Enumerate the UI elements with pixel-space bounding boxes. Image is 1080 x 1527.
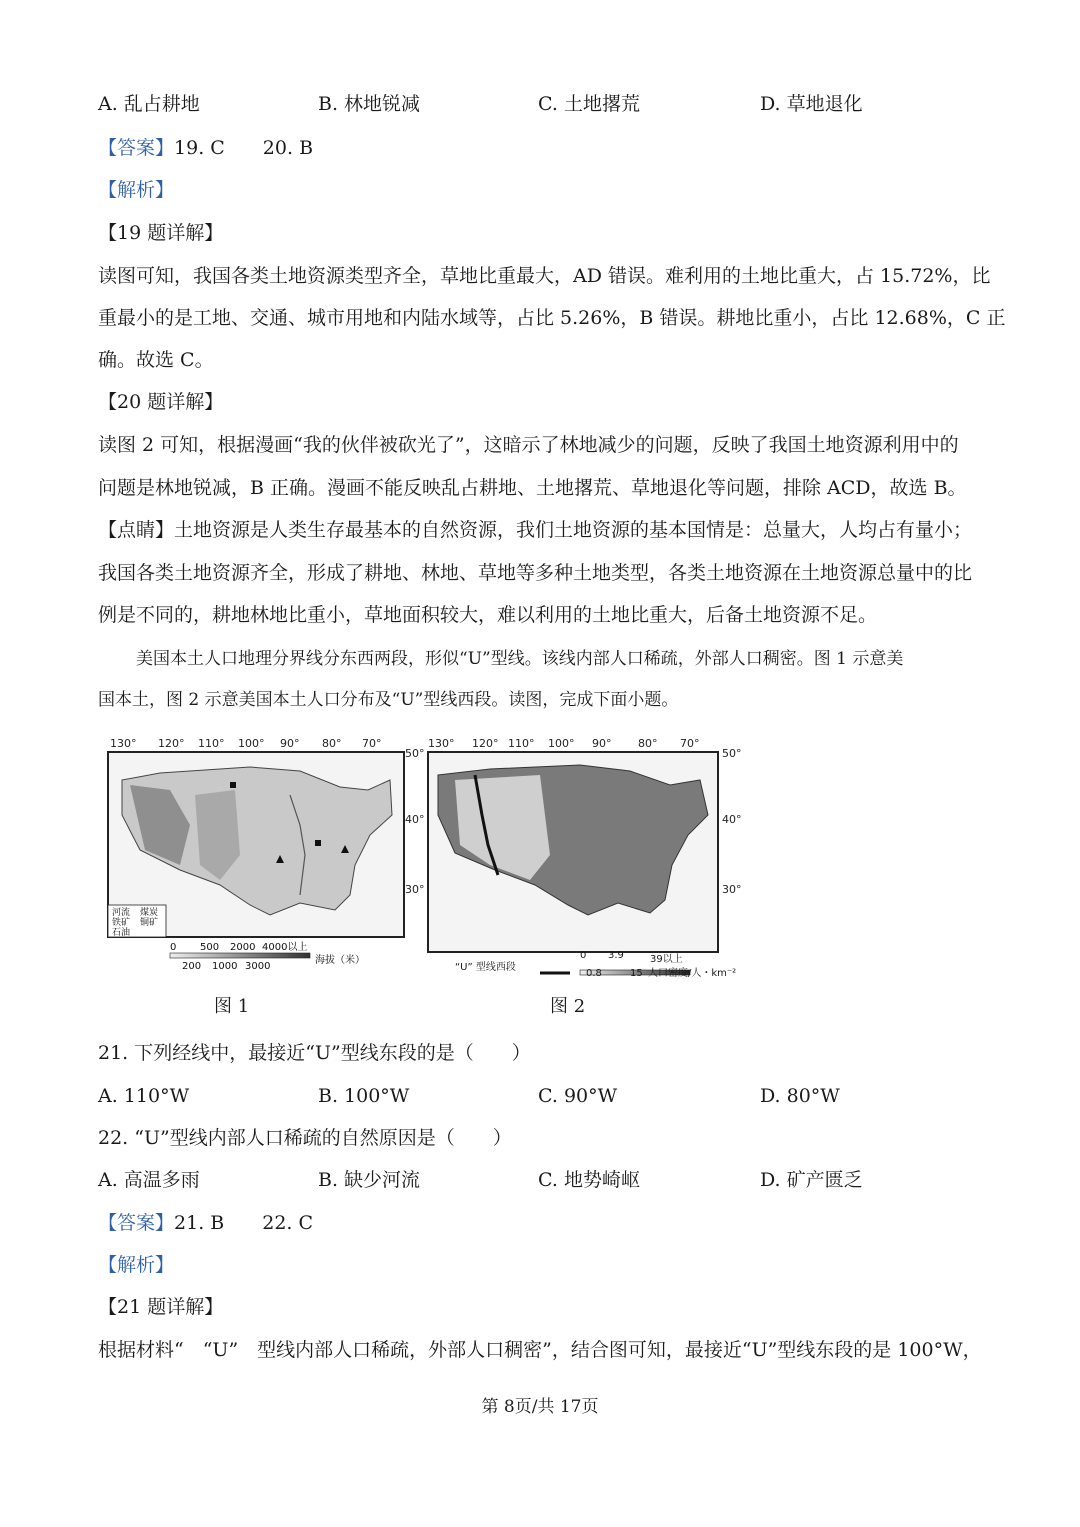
option-d: D. 80°W: [760, 1085, 840, 1107]
lat-label: 30°: [405, 883, 425, 896]
coal-icon: [315, 840, 321, 846]
coal-icon: [230, 782, 236, 788]
option-a: A. 110°W: [98, 1085, 190, 1107]
lon-label: 100°: [548, 737, 575, 750]
answer-row-1: [98, 136, 313, 160]
q19-detail-line: 读图可知，我国各类土地资源类型齐全，草地比重最大，AD 错误。难利用的土地比重大，占 15.72%，比: [98, 265, 991, 287]
lon-label: 120°: [158, 737, 185, 750]
dianjing-line: 我国各类土地资源齐全，形成了耕地、林地、草地等多种土地类型，各类土地资源在土地资源总量中的比: [98, 562, 973, 584]
dianjing-row: [98, 518, 972, 542]
elevation-scale: [170, 953, 310, 958]
scale-label: 0: [170, 942, 177, 953]
scale-label: 0: [580, 950, 587, 961]
scale-label: 39以上: [650, 954, 683, 965]
q21-detail-title: 【21 题详解】: [98, 1296, 224, 1318]
answer-text: 21. B 22. C: [174, 1212, 314, 1234]
lon-label: 130°: [428, 737, 455, 750]
lon-label: 90°: [592, 737, 612, 750]
intro-line: 美国本土人口地理分界线分东西两段，形似“U”型线。该线内部人口稀疏，外部人口稠密。图 1 示意美: [136, 649, 904, 669]
option-c: C. 土地撂荒: [538, 93, 640, 115]
scale-label: 3000: [245, 961, 271, 972]
option-b: B. 林地锐减: [318, 93, 421, 115]
option-c: C. 90°W: [538, 1085, 618, 1107]
q19-detail-line: 确。故选 C。: [98, 349, 214, 371]
dianjing-tag: 【点睛】: [98, 519, 175, 541]
answer-tag: 【答案】: [98, 1212, 175, 1234]
lat-label: 50°: [405, 747, 425, 760]
lon-label: 120°: [472, 737, 499, 750]
analysis-label: 【解析】: [98, 1254, 175, 1276]
q20-detail-line: 读图 2 可知，根据漫画“我的伙伴被砍光了”，这暗示了林地减少的问题，反映了我国土地资源利用中的: [98, 434, 959, 456]
lon-label: 100°: [238, 737, 265, 750]
answer-tag: 【答案】: [98, 137, 175, 159]
answer-text: 19. C 20. B: [174, 137, 314, 159]
q20-detail-line: 问题是林地锐减，B 正确。漫画不能反映乱占耕地、土地撂荒、草地退化等问题，排除 ACD，故选 B。: [98, 477, 967, 499]
figure-2-svg: [420, 735, 750, 980]
scale-label: 200: [182, 961, 202, 972]
option-d: D. 草地退化: [760, 93, 863, 115]
q22-stem: 22. “U”型线内部人口稀疏的自然原因是（ ）: [98, 1127, 512, 1149]
option-a: A. 乱占耕地: [98, 93, 200, 115]
answer-row-2: [98, 1211, 313, 1235]
legend-river: 河流: [112, 908, 131, 918]
legend-copper: 铜矿: [140, 918, 159, 928]
lat-label: 50°: [722, 747, 742, 760]
scale-unit: 人口密度/人・km⁻²: [648, 968, 737, 979]
lat-label: 40°: [722, 813, 742, 826]
q21-detail-line: 根据材料“ “U” 型线内部人口稀疏，外部人口稠密”，结合图可知，最接近“U”型线东段的是 100°W，: [98, 1339, 982, 1361]
lat-label: 40°: [405, 813, 425, 826]
option-b: B. 缺少河流: [318, 1169, 421, 1191]
scale-label: 3.9: [608, 950, 624, 961]
scale-label: 2000: [230, 942, 256, 953]
lon-label: 90°: [280, 737, 300, 750]
legend-oil: 石油: [112, 928, 131, 938]
legend-u-line-label: “U” 型线西段: [455, 962, 516, 973]
figure-2-caption: 图 2: [550, 996, 586, 1017]
page-footer: 第 8页/共 17页: [481, 1397, 599, 1417]
dianjing-text: 土地资源是人类生存最基本的自然资源，我们土地资源的基本国情是：总量大，人均占有量小；: [174, 519, 973, 541]
lon-label: 70°: [680, 737, 700, 750]
option-d: D. 矿产匮乏: [760, 1169, 863, 1191]
figure-1-caption: 图 1: [214, 996, 250, 1017]
lon-label: 130°: [110, 737, 137, 750]
scale-unit: 海拔（米）: [315, 955, 365, 966]
dianjing-line: 例是不同的，耕地林地比重小，草地面积较大，难以利用的土地比重大，后备土地资源不足。: [98, 604, 878, 626]
scale-label: 1000: [212, 961, 238, 972]
lon-label: 70°: [362, 737, 382, 750]
lon-label: 110°: [508, 737, 535, 750]
intro-line: 国本土，图 2 示意美国本土人口分布及“U”型线西段。读图，完成下面小题。: [98, 690, 679, 710]
q21-stem: 21. 下列经线中，最接近“U”型线东段的是（ ）: [98, 1042, 531, 1064]
option-a: A. 高温多雨: [98, 1169, 200, 1191]
legend-coal: 煤炭: [140, 908, 159, 918]
q19-detail-line: 重最小的是工地、交通、城市用地和内陆水域等，占比 5.26%，B 错误。耕地比重小，占比 12.68%，C 正: [98, 307, 1006, 329]
lat-label: 30°: [722, 883, 742, 896]
option-b: B. 100°W: [318, 1085, 410, 1107]
lon-label: 80°: [322, 737, 342, 750]
scale-label: 0.8: [586, 968, 602, 979]
q20-detail-title: 【20 题详解】: [98, 391, 224, 413]
q19-detail-title: 【19 题详解】: [98, 222, 224, 244]
figure-1-svg: [100, 735, 425, 980]
scale-label: 15: [630, 968, 643, 979]
lon-label: 110°: [198, 737, 225, 750]
scale-label: 500: [200, 942, 220, 953]
lon-label: 80°: [638, 737, 658, 750]
option-c: C. 地势崎岖: [538, 1169, 640, 1191]
scale-label: 4000以上: [262, 942, 308, 953]
legend-iron: 铁矿: [112, 918, 131, 928]
analysis-label: 【解析】: [98, 179, 175, 201]
